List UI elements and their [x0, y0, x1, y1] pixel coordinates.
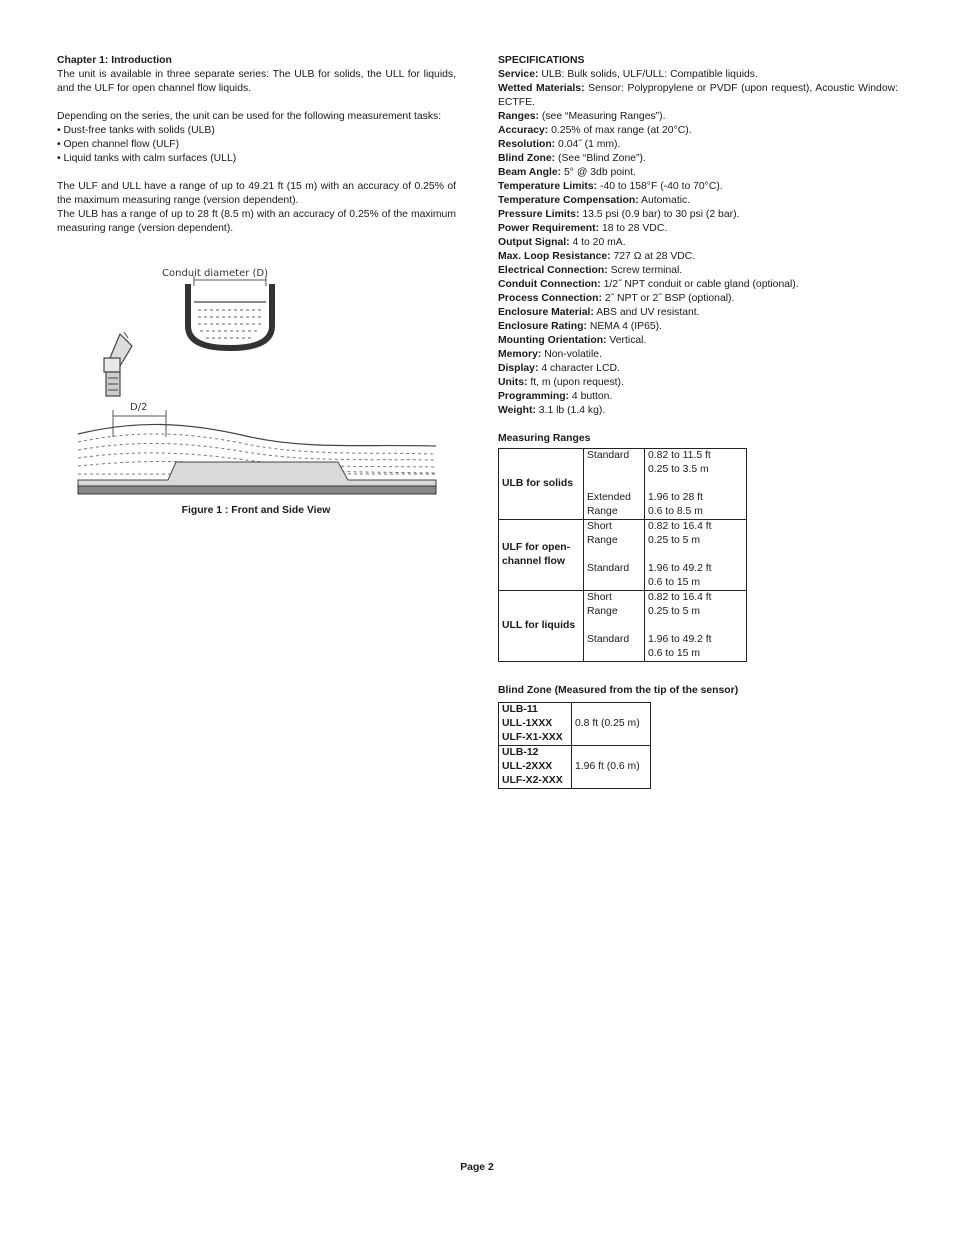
- spec-item: [498, 222, 898, 236]
- range-row: [499, 449, 747, 464]
- spec-label: Wetted Materials:: [498, 83, 585, 94]
- spec-item: [498, 390, 898, 404]
- spec-list: [498, 68, 898, 418]
- blind-zone-table: [498, 702, 651, 789]
- spec-value: 4 character LCD.: [541, 363, 620, 374]
- spec-label: Max. Loop Resistance:: [498, 251, 611, 262]
- range-type-cell: Short: [584, 591, 645, 606]
- spec-label: Conduit Connection:: [498, 279, 601, 290]
- range-type-cell: Short: [584, 520, 645, 535]
- spec-item: [498, 82, 898, 110]
- spec-label: Blind Zone:: [498, 153, 556, 164]
- spec-value: -40 to 158°F (-40 to 70°C).: [600, 181, 723, 192]
- spec-item: [498, 194, 898, 208]
- spec-value: Automatic.: [641, 195, 691, 206]
- spec-label: Ranges:: [498, 111, 539, 122]
- spec-item: [498, 264, 898, 278]
- spec-value: 5° @ 3db point.: [564, 167, 636, 178]
- range-paragraph: The ULF and ULL have a range of up to 49.21 ft (15 m) with an accuracy of 0.25% of the maximum measuring range (version dependent).: [57, 181, 456, 206]
- range-type-cell: Standard: [584, 562, 645, 576]
- spec-value: ft, m (upon request).: [530, 377, 624, 388]
- conduit-channel-drawing: [188, 284, 272, 348]
- measuring-ranges-table: [498, 448, 747, 662]
- spec-label: Temperature Limits:: [498, 181, 598, 192]
- spec-value: (See “Blind Zone”).: [558, 153, 646, 164]
- spec-item: [498, 110, 898, 124]
- spec-item: [498, 124, 898, 138]
- range-row: [499, 520, 747, 535]
- spec-label: Beam Angle:: [498, 167, 562, 178]
- blind-zone-value: 1.96 ft (0.6 m): [572, 746, 651, 789]
- spec-value: ABS and UV resistant.: [596, 307, 700, 318]
- tasks-paragraph: Depending on the series, the unit can be used for the following measurement tasks:: [57, 111, 442, 122]
- spec-value: 0.25% of max range (at 20°C).: [551, 125, 692, 136]
- spec-item: [498, 306, 898, 320]
- spec-value: Sensor: Polypropylene or PVDF (upon request), Acoustic Window: ECTFE.: [498, 83, 898, 108]
- model-code: ULL-1XXX: [502, 718, 553, 729]
- spec-label: Pressure Limits:: [498, 209, 580, 220]
- range-m-cell: 0.6 to 8.5 m: [645, 505, 747, 520]
- spec-item: [498, 138, 898, 152]
- spec-label: Service:: [498, 69, 539, 80]
- specifications-section: [498, 54, 898, 789]
- spec-item: [498, 208, 898, 222]
- introduction-section: [57, 54, 456, 236]
- spec-label: Programming:: [498, 391, 570, 402]
- series-cell: ULF for open-channel flow: [499, 520, 584, 591]
- spec-value: 3.1 lb (1.4 kg).: [538, 405, 606, 416]
- spec-value: ULB: Bulk solids, ULF/ULL: Compatible liquids.: [541, 69, 758, 80]
- spec-item: [498, 320, 898, 334]
- sensor-device-drawing: [104, 332, 132, 396]
- spec-value: (see “Measuring Ranges”).: [541, 111, 666, 122]
- spec-label: Mounting Orientation:: [498, 335, 607, 346]
- range-ft-cell: 0.82 to 11.5 ft: [645, 449, 747, 464]
- bullet-item: • Dust-free tanks with solids (ULB): [57, 125, 215, 136]
- spec-value: 0.04˝ (1 mm).: [558, 139, 621, 150]
- range-type-cell: Range: [584, 534, 645, 548]
- range-ft-cell: 1.96 to 49.2 ft: [645, 562, 747, 576]
- spec-value: Non-volatile.: [544, 349, 602, 360]
- range-m-cell: 0.6 to 15 m: [645, 647, 747, 662]
- measuring-ranges-title: Measuring Ranges: [498, 433, 591, 444]
- spec-item: [498, 166, 898, 180]
- front-side-view-figure: [76, 262, 438, 498]
- spec-item: [498, 180, 898, 194]
- range-type-cell: Standard: [584, 449, 645, 464]
- spec-item: [498, 348, 898, 362]
- chapter-heading: Chapter 1: Introduction: [57, 55, 172, 66]
- range-type-cell: Standard: [584, 633, 645, 647]
- model-code: ULF-X2-XXX: [502, 775, 563, 786]
- blind-zone-row: [499, 746, 651, 789]
- spec-label: Weight:: [498, 405, 536, 416]
- conduit-diameter-label: Conduit diameter (D): [162, 268, 269, 279]
- specifications-heading: SPECIFICATIONS: [498, 55, 585, 66]
- spec-value: 727 Ω at 28 VDC.: [613, 251, 696, 262]
- spec-label: Memory:: [498, 349, 542, 360]
- spec-value: 18 to 28 VDC.: [601, 223, 668, 234]
- channel-side-view-drawing: [78, 424, 436, 494]
- spec-value: 4 button.: [571, 391, 613, 402]
- range-m-cell: 0.6 to 15 m: [645, 576, 747, 591]
- ulb-range-paragraph: The ULB has a range of up to 28 ft (8.5 m) with an accuracy of 0.25% of the maximum measuring range (version dependent).: [57, 209, 456, 234]
- model-code: ULL-2XXX: [502, 761, 553, 772]
- spec-label: Display:: [498, 363, 539, 374]
- spec-item: [498, 152, 898, 166]
- spec-value: Screw terminal.: [610, 265, 683, 276]
- spec-item: [498, 278, 898, 292]
- range-type-cell: Range: [584, 605, 645, 619]
- figure-caption: Figure 1 : Front and Side View: [181, 505, 331, 516]
- series-cell: ULL for liquids: [499, 591, 584, 662]
- range-m-cell: 0.25 to 3.5 m: [645, 463, 747, 477]
- range-row: [499, 591, 747, 606]
- spec-item: [498, 68, 898, 82]
- model-list-cell: [499, 703, 572, 746]
- spec-value: 1/2˝ NPT conduit or cable gland (optional).: [603, 279, 799, 290]
- spec-item: [498, 236, 898, 250]
- spec-label: Process Connection:: [498, 293, 602, 304]
- model-list-cell: [499, 746, 572, 789]
- spec-value: 4 to 20 mA.: [572, 237, 626, 248]
- bullet-item: • Open channel flow (ULF): [57, 139, 180, 150]
- spec-item: [498, 376, 898, 390]
- range-m-cell: 0.25 to 5 m: [645, 605, 747, 619]
- intro-paragraph: The unit is available in three separate series: The ULB for solids, the ULL for liquids, and the ULF for open channel flow liquids.: [57, 69, 456, 94]
- spec-value: Vertical.: [609, 335, 647, 346]
- model-code: ULF-X1-XXX: [502, 732, 563, 743]
- spec-item: [498, 362, 898, 376]
- spec-label: Temperature Compensation:: [498, 195, 639, 206]
- series-cell: ULB for solids: [499, 449, 584, 520]
- spec-label: Enclosure Material:: [498, 307, 594, 318]
- range-type-cell: [584, 463, 645, 477]
- spec-label: Resolution:: [498, 139, 556, 150]
- range-m-cell: 0.25 to 5 m: [645, 534, 747, 548]
- spec-item: [498, 292, 898, 306]
- spec-item: [498, 404, 898, 418]
- range-type-cell: Extended: [584, 491, 645, 505]
- spec-value: 13.5 psi (0.9 bar) to 30 psi (2 bar).: [582, 209, 740, 220]
- range-type-cell: [584, 576, 645, 591]
- half-diameter-label: D/2: [130, 402, 148, 413]
- spec-label: Units:: [498, 377, 528, 388]
- range-type-cell: Range: [584, 505, 645, 520]
- blind-zone-title: Blind Zone (Measured from the tip of the sensor): [498, 685, 739, 696]
- spec-label: Output Signal:: [498, 237, 570, 248]
- spec-label: Electrical Connection:: [498, 265, 608, 276]
- spec-value: NEMA 4 (IP65).: [589, 321, 662, 332]
- blind-zone-value: 0.8 ft (0.25 m): [572, 703, 651, 746]
- spec-item: [498, 250, 898, 264]
- blind-zone-row: [499, 703, 651, 746]
- range-type-cell: [584, 647, 645, 662]
- range-ft-cell: 1.96 to 28 ft: [645, 491, 747, 505]
- bullet-item: • Liquid tanks with calm surfaces (ULL): [57, 153, 237, 164]
- spec-value: 2˝ NPT or 2˝ BSP (optional).: [604, 293, 735, 304]
- model-code: ULB-12: [502, 747, 539, 758]
- range-ft-cell: 1.96 to 49.2 ft: [645, 633, 747, 647]
- spec-label: Power Requirement:: [498, 223, 600, 234]
- model-code: ULB-11: [502, 704, 538, 715]
- spec-label: Enclosure Rating:: [498, 321, 587, 332]
- spec-label: Accuracy:: [498, 125, 549, 136]
- range-ft-cell: 0.82 to 16.4 ft: [645, 520, 747, 535]
- spec-item: [498, 334, 898, 348]
- range-ft-cell: 0.82 to 16.4 ft: [645, 591, 747, 606]
- page-number: Page 2: [460, 1162, 494, 1173]
